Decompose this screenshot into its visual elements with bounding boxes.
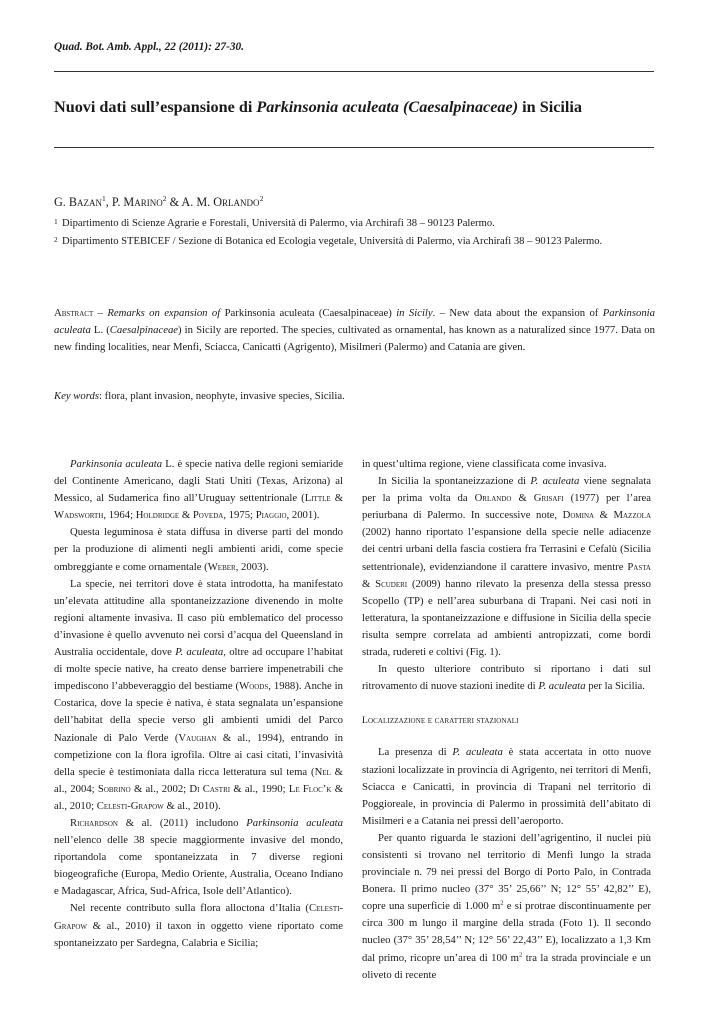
right-column [362,456,651,984]
paragraph: Questa leguminosa è stata diffusa in diverse parti del mondo per la produzione di alimenti negli ambienti aridi, come specie ombreggiante e come ornamentale (Weber, 2003). [54,526,343,573]
author-list: G. Bazan$^1$, P. Marino$^2$ & A. M. Orlando$^2$ [54,194,264,210]
paragraph: Parkinsonia aculeata L. è specie nativa delle regioni semiaride del Continente Americano, dagli Stati Uniti (Texas, Arizona) al Messico, al Sudamerica fino all’Uruguay settentrionale (Little & Wadsworth, 1964; Holdridge & Poveda, 1975; Piaggio, 2001). [54,458,344,522]
paragraph: In Sicilia la spontaneizzazione di P. aculeata viene segnalata per la prima volta da Orlando & Grisafi (1977) per l’area periurbana di Palermo. In successive note, Domina & Mazzola (2002) hanno riportato l’espansione della specie nelle adiacenze dei centri urbani della fascia costiera fra Terrasini e Cefalù (Sicilia settentrionale), evidenziandone il carattere invasivo, mentre Pasta & Scuderi (2009) hanno rilevato la presenza della stessa presso Scopello (TP) e nell’area suburbana di Trapani. Nei casi noti in letteratura, la spontaneizzazione e diffusione in Sicilia della specie risulta sempre correlata ad ambienti antropizzati, come bordi strada, rudereti e coltivi (Fig. 1). [362,475,652,659]
paper-title: Nuovi dati sull’espansione di Parkinsonia aculeata (Caesalpinaceae) in Sicilia [54,98,582,116]
paragraph: Nel recente contributo sulla flora alloctona d’Italia (Celesti-Grapow & al., 2010) il taxon in oggetto viene riportato come spontaneizzato per Sardegna, Calabria e Sicilia; [54,902,343,949]
paragraph: La presenza di P. aculeata è stata accertata in otto nuove stazioni localizzate in provincia di Agrigento, nei territori di Menfi, Sciacca e Canicattì, in provincia di Trapani nel territorio di Poggioreale, in provincia di Palermo in prossimità dell’abitato di Misilmeri e a Catania nei pressi dell’aeroporto. [362,746,652,827]
header-rule [54,71,654,72]
affiliation-1: $^1$ Dipartimento di Scienze Agrarie e Forestali, Università di Palermo, via Archirafi 38 – 90123 Palermo. [54,217,495,229]
title-rule [54,147,654,148]
paragraph: Per quanto riguarda le stazioni dell’agrigentino, il nuclei più consistenti si trovano nel territorio di Menfi lungo la strada provinciale n. 79 nei pressi del Borgo di Porto Palo, in Contrada Bonera. Il primo nucleo (37° 35’ 25,66’’ N; 12° 55’ 42,82’’ E), copre una superficie di 1.000 $m^2$ e si protrae discontinuamente per circa 300 m lungo il margine della strada (Foto 1). Il secondo nucleo (37° 35’ 28,54’’ N; 12° 56’ 22,43’’ E), localizzato a 1,3 Km dal primo, ricopre un’area di 100 $m^2$ tra la strada provinciale e un oliveto di recente [362,831,651,981]
paragraph: La specie, nei territori dove è stata introdotta, ha manifestato un’elevata attitudine alla spontaneizzazione divenendo in molte regioni altamente invasiva. Il caso più emblematico del processo d’invasione è quello avvenuto nei corsi d’acqua del Queensland in Australia occidentale, dove P. aculeata, oltre ad occupare l’habitat di molte specie native, ha creato dense barriere impenetrabili che impediscono l’abbeveraggio del bestiame (Woods, 1988). Anche in Costarica, dove la specie è nativa, è stata segnalata un’espansione dell’habitat della specie verso gli ambienti umidi del Parco Nazionale di Palo Verde (Vaughan & al., 1994), entrando in competizione con la flora igrofila. Oltre ai casi citati, l’invasività della specie è testimoniata dalla ricca letteratura sul tema (Nel & al., 2004; Sobrino & al., 2002; Di Castri & al., 1990; Le Floc’k & al., 2010; Celesti-Grapow & al., 2010). [54,577,344,812]
journal-citation: Quad. Bot. Amb. Appl., 22 (2011): 27-30. [54,41,244,53]
abstract: Abstract – Remarks on expansion of Parkinsonia aculeata (Caesalpinaceae) in Sicily. – New data about the expansion of Parkinsonia aculeata L. (Caesalpinaceae) in Sicily are reported. The species, cultivated as ornamental, has known as a naturalized since 1977. Data on new finding localities, near Menfi, Sciacca, Canicattì (Agrigento), Misilmeri (Palermo) and Catania are given. [54,307,655,354]
paragraph: Richardson & al. (2011) includono Parkinsonia aculeata nell’elenco delle 38 specie maggiormente invasive del mondo, riportandola come spontaneizzata in 7 diverse regioni biogeografiche (Europa, Medio Oriente, Australia, Oceano Indiano e Madagascar, Africa, Sud-Africa, Isole dell’Atlantico). [54,816,343,898]
paragraph: in quest’ultima regione, viene classificata come invasiva. [362,458,607,470]
keywords: Key words: flora, plant invasion, neophyte, invasive species, Sicilia. [54,390,345,402]
affiliation-2: $^2$ Dipartimento STEBICEF / Sezione di Botanica ed Ecologia vegetale, Università di Palermo, via Archirafi 38 – 90123 Palermo. [54,235,603,247]
left-column [54,456,343,952]
paragraph: In questo ulteriore contributo si riportano i dati sul ritrovamento di nuove stazioni inedite di P. aculeata per la Sicilia. [362,663,651,693]
section-heading: Localizzazione e caratteri stazionali [362,715,519,727]
